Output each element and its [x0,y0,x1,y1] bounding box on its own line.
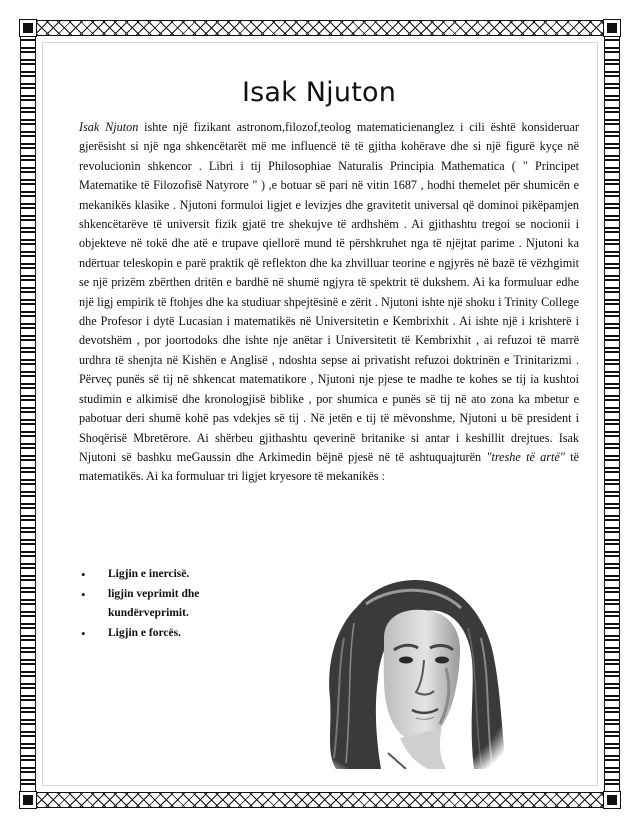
paragraph-text-end: të matematikës. Ai ka formuluar tri ligjet kryesore të mekanikës : [79,449,579,484]
border-corner [19,19,37,37]
biography-paragraph [79,118,579,487]
quote-italic: "treshe të artë" [486,449,565,464]
paragraph-text: ishte një fizikant astronom,filozof,teolog matematicienanglez i cili është konsideruar gjerësisht si një nga shkencëtarët më me influencë të të gjitha kohërave dhe si një figurë kyçe në revolucionin shkencor . Libri i tij Philosophiae Naturalis Principia Mathematica ( " Principet Matematike të Filozofisë Natyrore " ) ,e botuar së pari në vitin 1687 , hodhi themelet për shumicën e mekanikës klasike . Njutoni formuloi ligjet e levizjes dhe gravitetit universal që dominoi pikëpamjen shkencëtarëve të universit fizik gjatë tre shekujve të ardhshëm . Ai gjithashtu tregoi se nocionii i objekteve në tokë dhe atë e trupave qiellorë mund të përshkruhet nga të njëjtat parime . Njutoni ka ndërtuar teleskopin e parë praktik që reflekton dhe ka zhvilluar teorine e ngjyrës në bazë të vëzhgimit se një prizëm zbërthen dritën e bardhë në shumë ngjyra të spektrit të dukshem. Ai ka formuluar edhe një ligj empirik të ftohjes dhe ka studiuar shpejtësinë e zërit . Njutoni ishte një shoku i Trinity College dhe Profesor i dytë Lucasian i matematikës në Universitetin e Kembrixhit . Ai ishte një i krishterë i devotshëm , por joortodoks dhe ishte nje anëtar i Universitetit të Kembrixhit , ai refuzoi të marrë urdhra të shenjta në Kishën e Anglisë , ndoshta sepse ai privatisht refuzoi doktrinën e Trinitarizmi . Përveç punës së tij në shkencat matematikore , Njutoni nje pjese te madhe te kohes se tij ia kushtoi studimin e alkimisë dhe kronologjisë biblike , por shumica e punës së tij në ato zona ka mbetur e pabotuar deri shumë kohë pas vdekjes së tij . Në jetën e tij të mëvonshme, Njutoni u bë president i Shoqërisë Mbretërore. Ai shërbeu gjithashtu qeverinë britanike si antar i keshillit drejtues. Isak Njutoni së bashku meGaussin dhe Arkimedin bëjnë pjesë në të ashtuquajturën [79,120,579,464]
border-corner [603,19,621,37]
name-italic: Isak Njuton [79,120,139,134]
border-bottom [20,792,618,808]
list-item: • Ligjin e forcës. [79,624,249,644]
border-corner [603,791,621,809]
border-top [20,20,618,36]
border-right [604,20,620,806]
list-item: • Ligjin e inercisë. [79,565,249,585]
laws-list [79,565,249,643]
list-item: • ligjin veprimit dhe kundërveprimit. [79,585,249,624]
border-left [20,20,36,806]
page-title: Isak Njuton [241,77,397,108]
newton-portrait [296,568,510,769]
border-corner [19,791,37,809]
